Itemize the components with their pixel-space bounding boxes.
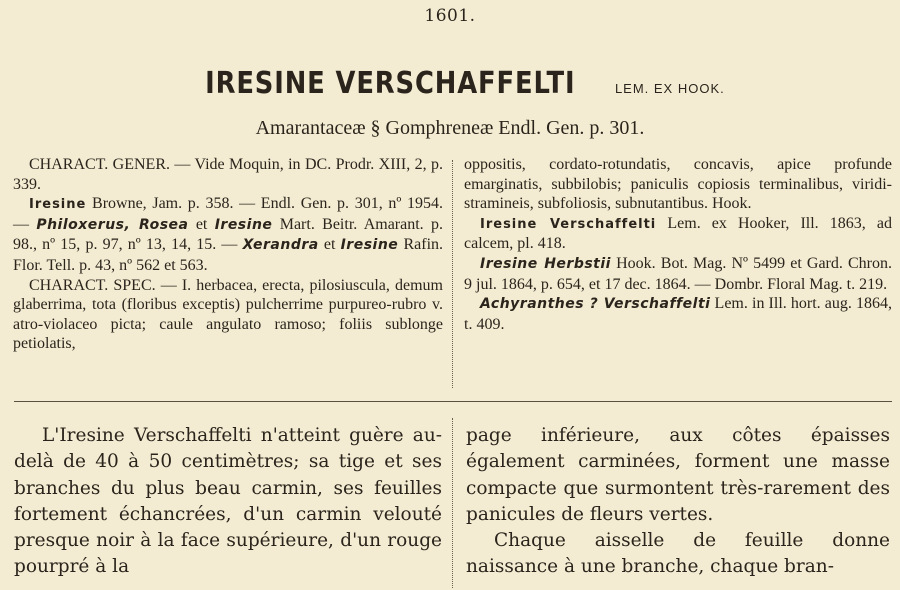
- reference-name: Iresine Verschaffelti: [480, 216, 657, 232]
- body-paragraph: page inférieure, aux côtes épaisses également carminées, forment une masse compacte que surmontent très-rarement des panicules de fleurs vertes.: [466, 425, 890, 525]
- body-paragraph: L'Iresine Verschaffelti n'atteint guère au-delà de 40 à 50 centimètres; sa tige et ses branches du plus beau carmin, ses feuilles fortement échancrées, d'un carmin velouté presque noir à la face supérieure, d'un rouge pourpré à la: [14, 425, 442, 578]
- synonym-text: Mart. Beitr. Amarant. p. 98., nº 15, p. 97, nº 13, 14, 15. —: [13, 215, 444, 254]
- species-characters-cont: oppositis, cordato-rotundatis, concavis, apice profunde emarginatis, subbilobis; paniculis copiosis terminalibus, viridi-stramineis, subfoliosis, subnutantibus. Hook.: [464, 156, 892, 213]
- species-name: IRESINE VERSCHAFFELTI: [205, 66, 576, 101]
- synonym-name: Philoxerus, Rosea: [36, 216, 189, 233]
- synonym-text: Rafin. Flor. Tell. p. 43, nº 562 et 563.: [13, 236, 444, 274]
- reference-text: Lem. in Ill. hort. aug. 1864, t. 409.: [464, 295, 892, 333]
- body-left-column: [14, 423, 442, 581]
- species-authority: LEM. EX HOOK.: [614, 81, 725, 96]
- reference-text: Lem. ex Hooker, Ill. 1863, ad calcem, pl. 418.: [464, 214, 892, 253]
- synonym-text: et: [188, 215, 215, 233]
- body-right-column: [466, 423, 890, 581]
- family-subtitle: Amarantaceæ § Gomphreneæ Endl. Gen. p. 301.: [255, 117, 645, 139]
- reference-name: Iresine Herbstii: [480, 255, 611, 272]
- reference-name: Achyranthes ? Verschaffelti: [480, 296, 711, 313]
- synonym-name: Iresine: [340, 237, 399, 254]
- reference-3: [464, 294, 892, 334]
- left-description-column: [13, 155, 443, 354]
- page-number: 1601.: [424, 6, 476, 26]
- genus-characters: CHARACT. GENER. — Vide Moquin, in DC. Prodr. XIII, 2, p. 339.: [13, 156, 443, 193]
- column-divider: [452, 160, 453, 388]
- right-description-column: [464, 155, 892, 334]
- section-divider: [14, 401, 892, 402]
- synonym-name: Iresine: [214, 216, 273, 233]
- reference-text: Hook. Bot. Mag. Nº 5499 et Gard. Chron. 9 jul. 1864, p. 654, et 17 dec. 1864. — Dombr. Floral Mag. t. 219.: [464, 254, 893, 293]
- reference-1: [464, 214, 892, 254]
- synonym-text: et: [318, 236, 341, 254]
- column-divider: [452, 418, 453, 588]
- body-paragraph: Chaque aisselle de feuille donne naissance à une branche, chaque bran-: [466, 530, 890, 578]
- synonym-name: Iresine: [29, 197, 87, 213]
- synonym-text: Browne, Jam. p. 358. — Endl. Gen. p. 301, nº 1954. —: [13, 195, 443, 233]
- genus-synonymy: [13, 194, 443, 275]
- synonym-name: Xerandra: [242, 237, 319, 254]
- species-title: [0, 66, 900, 101]
- species-characters: CHARACT. SPEC. — I. herbacea, erecta, pilosiuscula, demum glaberrima, tota (floribus exceptis) pulcherrime purpureo-rubro v. atro-violaceo picta; caule angulato ramoso; foliis sublonge petiolatis,: [13, 276, 443, 353]
- reference-2: [464, 254, 892, 294]
